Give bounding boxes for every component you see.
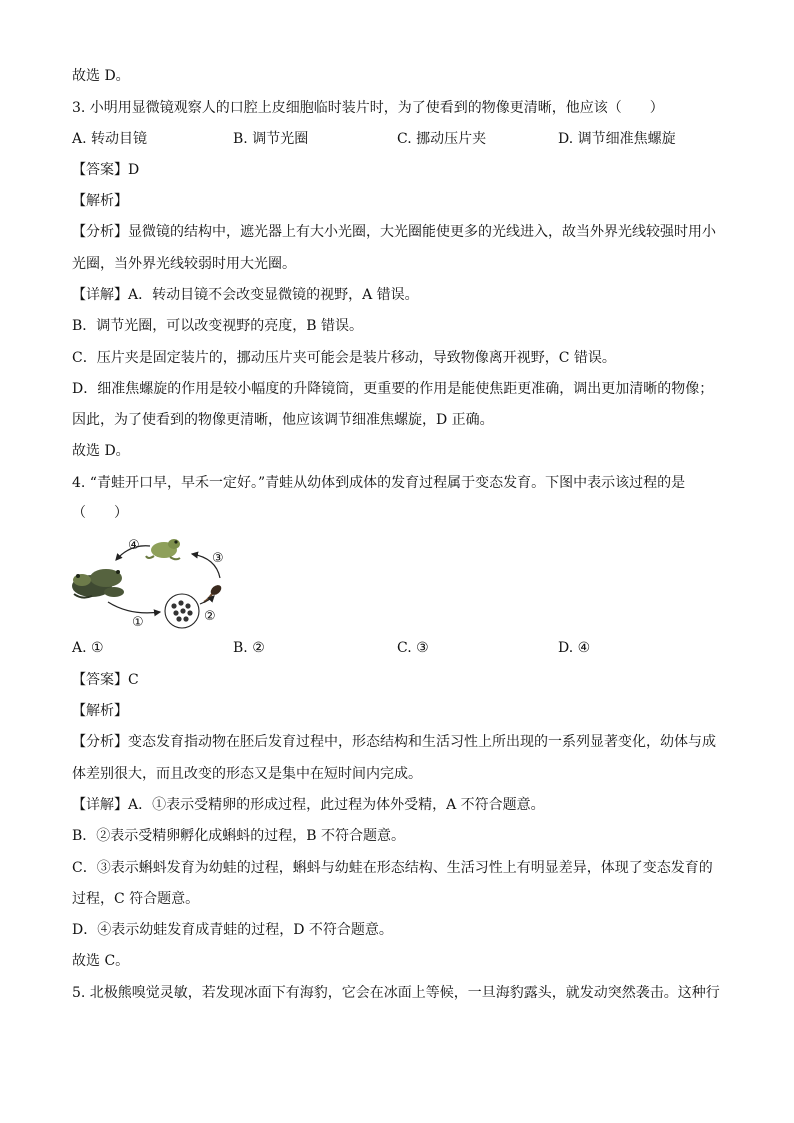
explanation-text: D．细准焦螺旋的作用是较小幅度的升降镜筒，更重要的作用是能使焦距更准确，调出更加清晰的物像； — [72, 381, 714, 397]
answer-conclusion: 故选 D。 — [72, 68, 130, 84]
question-4-stem: 4. “青蛙开口早，早禾一定好。”青蛙从幼体到成体的发育过程属于变态发育。下图中表示该过程的是 — [72, 475, 686, 491]
explanation-text: C．压片夹是固定装片的，挪动压片夹可能会是装片移动，导致物像离开视野，C 错误。 — [72, 350, 616, 366]
question-5-stem: 5. 北极熊嗅觉灵敏，若发现冰面下有海豹，它会在冰面上等候，一旦海豹露头，就发动突然袭击。这种行 — [72, 985, 720, 1001]
explanation-text: D．④表示幼蛙发育成青蛙的过程，D 不符合题意。 — [72, 922, 393, 938]
frog-eggs-icon — [165, 594, 199, 628]
answer-conclusion: 故选 C。 — [72, 953, 130, 969]
question-3-options — [72, 129, 732, 149]
option-c: C. ③ — [397, 640, 429, 656]
arrow-1 — [108, 602, 160, 613]
label-3: ③ — [212, 551, 224, 566]
option-a: A. ① — [72, 640, 104, 656]
option-d: D. 调节细准焦螺旋 — [558, 131, 676, 147]
analysis-text: 体差别很大，而且改变的形态又是集中在短时间内完成。 — [72, 766, 422, 782]
explanation-text: 因此，为了使看到的物像更清晰，他应该调节细准焦螺旋，D 正确。 — [72, 412, 494, 428]
adult-frogs-icon — [72, 569, 124, 598]
explanation-text: 【详解】A．转动目镜不会改变显微镜的视野，A 错误。 — [72, 287, 419, 303]
question-4-options — [72, 638, 732, 658]
explanation-text: 过程，C 符合题意。 — [72, 891, 200, 907]
answer-conclusion: 故选 D。 — [72, 443, 130, 459]
frog-lifecycle-diagram — [70, 534, 250, 632]
label-4: ④ — [128, 538, 140, 553]
answer-label: 【答案】D — [72, 162, 140, 178]
explanation-text: C．③表示蝌蚪发育为幼蛙的过程，蝌蚪与幼蛙在形态结构、生活习性上有明显差异，体现了变态发育的 — [72, 860, 713, 876]
option-b: B. 调节光圈 — [233, 131, 309, 147]
analysis-text: 光圈，当外界光线较弱时用大光圈。 — [72, 256, 296, 272]
question-3-stem: 3. 小明用显微镜观察人的口腔上皮细胞临时装片时，为了使看到的物像更清晰，他应该（ ） — [72, 100, 664, 116]
young-frog-icon — [146, 539, 180, 559]
label-2: ② — [204, 609, 216, 624]
question-4-bracket: （ ） — [72, 505, 128, 521]
explanation-text: 【详解】A．①表示受精卵的形成过程，此过程为体外受精，A 不符合题意。 — [72, 797, 545, 813]
explanation-text: B．②表示受精卵孵化成蝌蚪的过程，B 不符合题意。 — [72, 828, 406, 844]
analysis-heading: 【解析】 — [72, 193, 128, 209]
option-d: D. ④ — [558, 640, 591, 656]
option-c: C. 挪动压片夹 — [397, 131, 487, 147]
analysis-text: 【分析】变态发育指动物在胚后发育过程中，形态结构和生活习性上所出现的一系列显著变化，幼体与成 — [72, 734, 716, 750]
analysis-heading: 【解析】 — [72, 703, 128, 719]
explanation-text: B．调节光圈，可以改变视野的亮度，B 错误。 — [72, 318, 364, 334]
label-1: ① — [132, 615, 144, 630]
tadpole-icon — [204, 583, 223, 602]
analysis-text: 【分析】显微镜的结构中，遮光器上有大小光圈，大光圈能使更多的光线进入，故当外界光线较强时用小 — [72, 224, 716, 240]
option-b: B. ② — [233, 640, 265, 656]
option-a: A. 转动目镜 — [72, 131, 148, 147]
answer-label: 【答案】C — [72, 672, 139, 688]
